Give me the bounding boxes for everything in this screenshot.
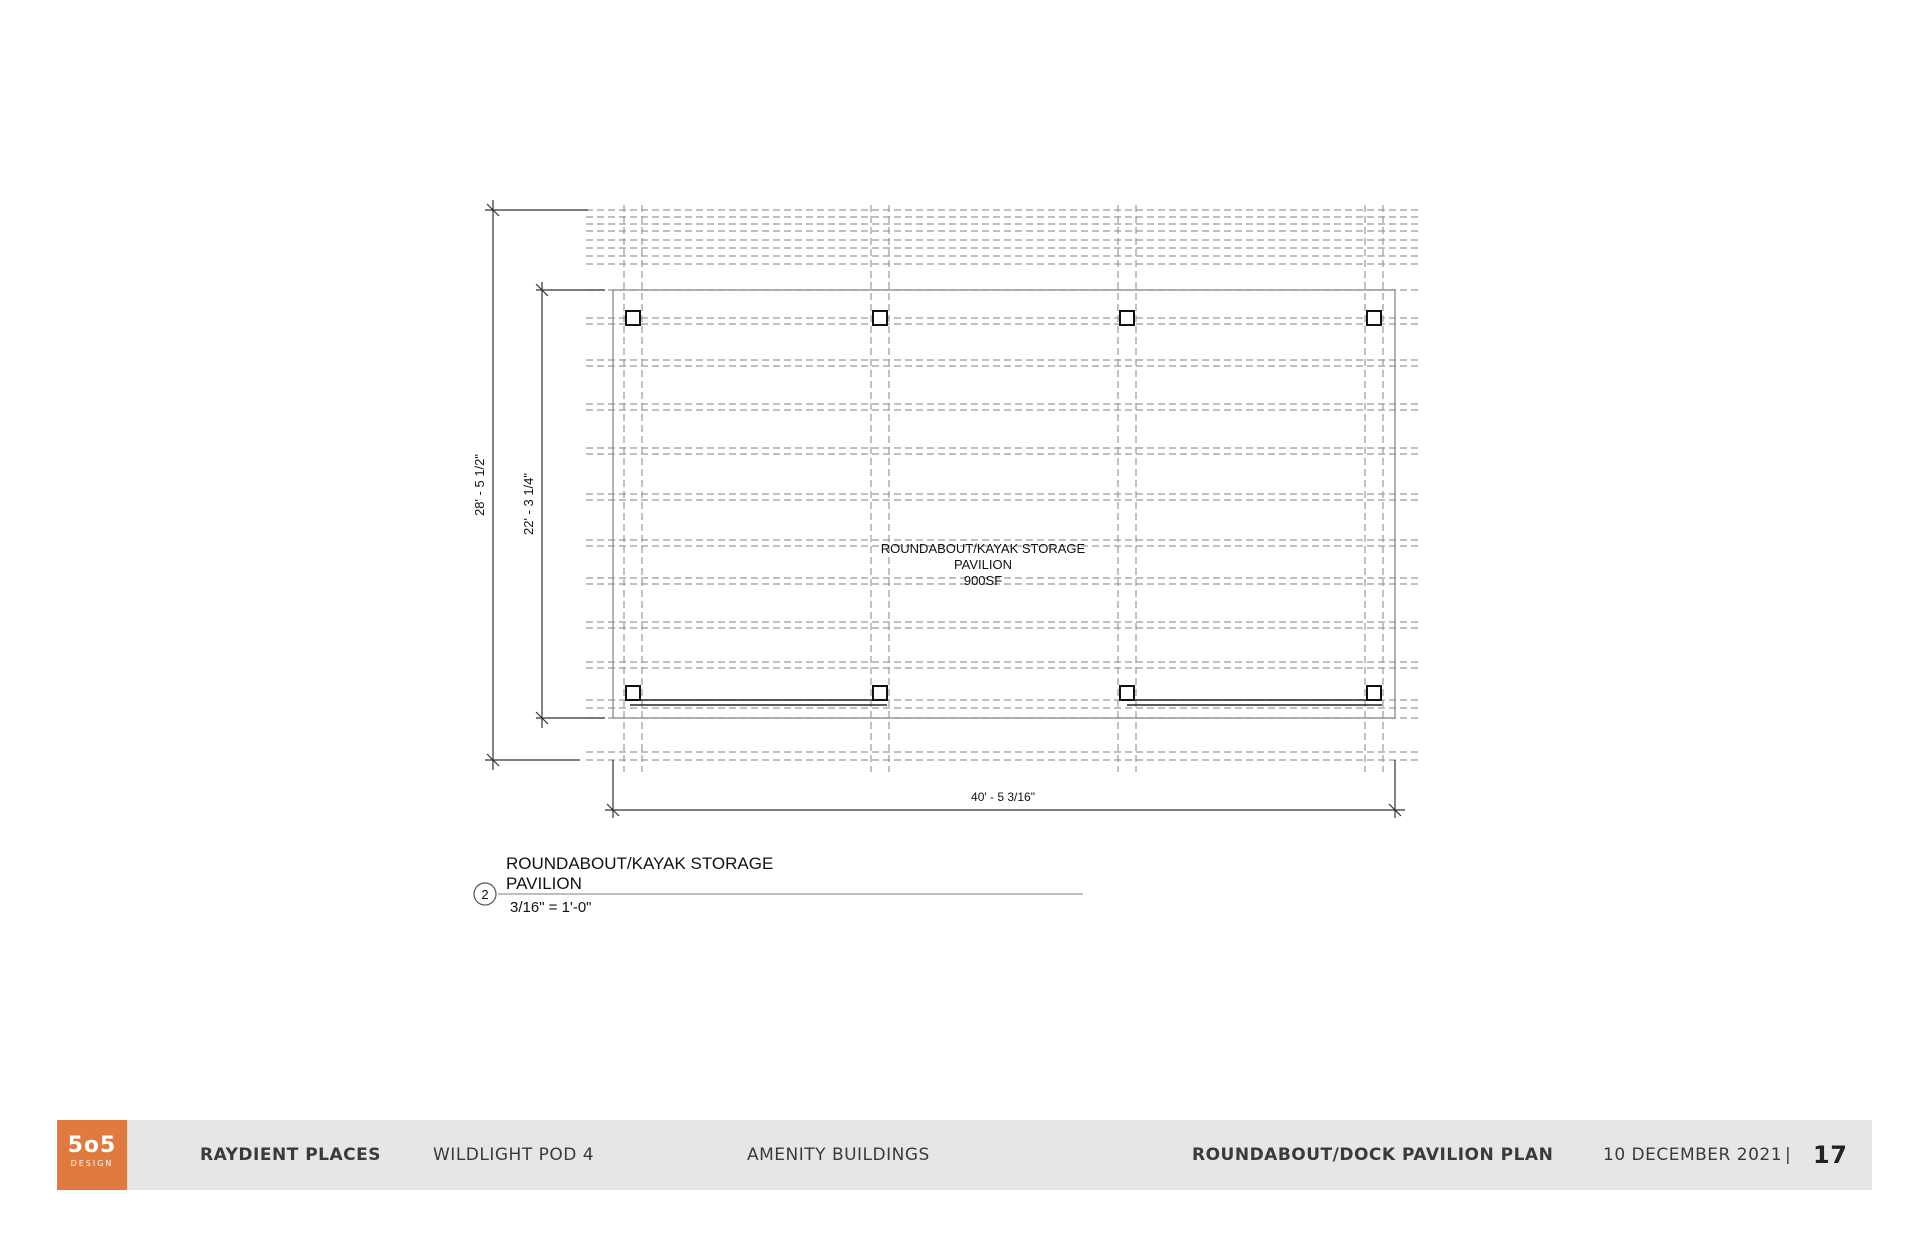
sheet-date: 10 DECEMBER 2021: [1603, 1145, 1783, 1165]
bottom-walls: [630, 700, 1382, 705]
room-label-line-2: PAVILION: [953, 557, 1013, 572]
column-post: [626, 686, 640, 700]
room-label-line-1: ROUNDABOUT/KAYAK STORAGE: [880, 541, 1086, 556]
category: AMENITY BUILDINGS: [747, 1145, 930, 1165]
column-post: [1120, 311, 1134, 325]
logo-number: 5o5: [67, 1133, 117, 1158]
room-label-line-3: 900SF: [963, 573, 1003, 588]
view-scale: 3/16" = 1'-0": [510, 899, 592, 916]
logo: [57, 1120, 127, 1190]
title-block-footer: [57, 1120, 1872, 1190]
sheet-title: ROUNDABOUT/DOCK PAVILION PLAN: [1192, 1145, 1554, 1165]
dimension-inner-height-label: 22' - 3 1/4": [521, 472, 536, 536]
view-number: 2: [481, 887, 489, 902]
column-post: [873, 686, 887, 700]
logo-text: DESIGN: [70, 1159, 114, 1168]
view-title-line-1: ROUNDABOUT/KAYAK STORAGE: [506, 854, 774, 873]
column-post: [873, 311, 887, 325]
pavilion-outline: [613, 290, 1395, 718]
dimension-overall-height-label: 28' - 5 1/2": [472, 453, 487, 517]
dimension-width: [605, 760, 1405, 818]
dimension-width-label: 40' - 5 3/16": [971, 790, 1035, 804]
separator: |: [1785, 1145, 1792, 1165]
dimension-overall-height: [485, 200, 588, 770]
dimension-inner-height: [536, 282, 605, 728]
project-name: WILDLIGHT POD 4: [433, 1145, 595, 1165]
column-post: [1120, 686, 1134, 700]
page-number: 17: [1813, 1141, 1848, 1169]
column-post: [1367, 311, 1381, 325]
column-post: [626, 311, 640, 325]
columns: [626, 311, 1381, 700]
column-post: [1367, 686, 1381, 700]
view-title-line-2: PAVILION: [506, 874, 582, 893]
client-name: RAYDIENT PLACES: [200, 1145, 382, 1165]
